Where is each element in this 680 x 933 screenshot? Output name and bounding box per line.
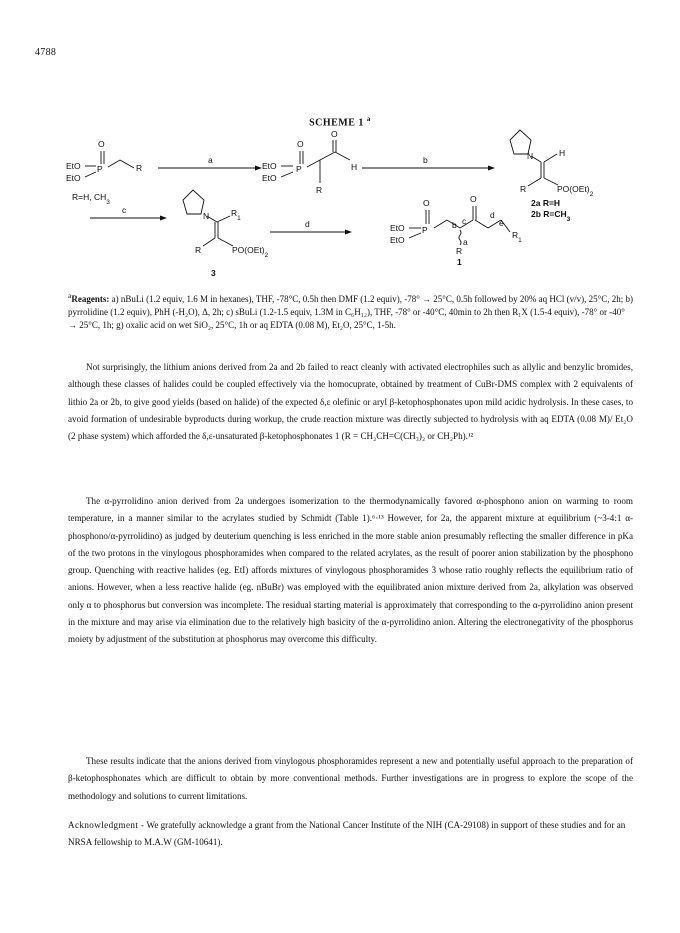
label-p: P (97, 164, 103, 174)
paragraph-1: Not surprisingly, the lithium anions derived from 2a and 2b failed to react cleanly with activated electrophiles such as allylic and benzylic bromides, although these classes of halides could be coupled effectively via the homocuprate, obtained by treatment of CuBr-DMS complex with 2 equivalents of lithio 2a or 2b, to give good yields (based on halide) of the expected δ,ε olefinic or aryl β-ketophosphonates upon mild acidic hydrolysis. In these cases, to avoid formation of undesirable byproducts during workup, the crude reaction mixture was directly subjected to hydrolysis with aq EDTA (0.08 M)/ Et₂O (2 phase system) which afforded the δ,ε-unsaturated β-ketophosphonates 1 (R = CH₂CH=C(CH₃)₂ or CH₂Ph).¹² (68, 362, 633, 442)
acknowledgment-text: We gratefully acknowledge a grant from the National Cancer Institute of the NIH (CA-29108) in support of these studies and for an NRSA fellowship to M.A.W (GM-10641). (68, 820, 626, 848)
compound-2a-label: 2a R=H (531, 198, 561, 208)
label-eto: EtO (390, 235, 405, 245)
paragraph-2: The α-pyrrolidino anion derived from 2a undergoes isomerization to the thermodynamically favored α-phosphono anion on warming to room temperature, in a manner similar to the acrylates studied by Schmidt (Table 1).⁶·¹³ However, for 2a, the apparent mixture at equilibrium (~3-4:1 α-phosphono/α-pyrrolidino) as judged by deuterium quenching is less enriched in the more stable anion presumably reflecting the smaller difference in pKa of the two protons in the vinylogous phosphoramides when compared to the related acrylates, as the result of poorer anion stabilization by the phosphono group. Quenching with reactive halides (eg. EtI) affords mixtures of vinylogous phosphoramides 3 whose ratio roughly reflects the equilibrium ratio of anions. However, when a less reactive halide (eg. nBuBr) was employed with the equilibrated anion mixture derived from 2a, alkylation was observed only α to phosphorus but conversion was incomplete. The residual starting material is approximately that corresponding to the α-pyrrolidino anion present in the mixture and may arise via elimination due to the relatively high basicity of the α-pyrrolidino anion. Altering the electronegativity of the phosphorus moiety by adjustment of the substitution at phosphorus may overcome this difficulty. (68, 496, 633, 645)
reaction-scheme (0, 120, 680, 290)
label-o: O (423, 198, 430, 208)
reagents-label: Reagents: (71, 294, 110, 304)
label-n: N (527, 151, 534, 161)
label-po-oet: $PO(OEt)_2$ (232, 245, 269, 259)
position-a-label: a (463, 237, 468, 247)
label-p: P (422, 225, 428, 235)
label-r: R (456, 246, 463, 256)
reagents-text: a) nBuLi (1.2 equiv, 1.6 M in hexanes), THF, -78°C, 0.5h then DMF (1.2 equiv), -78° → 25°C, 0.5h followed by 20% aq HCl (v/v), 25°C, 2h; b) pyrrolidine (1.2 equiv), PhH (-H₂O), Δ, 2h; c) sBuLi (1.2-1.5 equiv, 1.3M in C₆H₁₂), THF, -78° or -40°C, 40min to 2h then R₁X (1.5-4 equiv), -78° or -40° → 25°C, 1h; g) oxalic acid on wet SiO₂, 25°C, 1h or aq EDTA (0.08 M), Et₂O, 25°C, 1-5h. (68, 294, 633, 330)
step-b-label: b (423, 155, 428, 165)
label-r: R (520, 184, 527, 194)
label-eto: EtO (390, 223, 405, 233)
reagents-footnote: $^a$Reagents: a) nBuLi (1.2 equiv, 1.6 M in hexanes), THF, -78°C, 0.5h then DMF (1.2 equiv), -78° → 25°C, 0.5h followed by 20% aq HCl (v/v), 25°C, 2h; b) pyrrolidine (1.2 equiv), PhH (-H₂O), Δ, 2h; c) sBuLi (1.2-1.5 equiv, 1.3M in C₆H₁₂), THF, -78° or -40°C, 40min to 2h then R₁X (1.5-4 equiv), -78° or -40° → 25°C, 1h; g) oxalic acid on wet SiO₂, 25°C, 1h or aq EDTA (0.08 M), Et₂O, 25°C, 1-5h. (68, 291, 633, 330)
paragraph-3: These results indicate that the anions derived from vinylogous phosphoramides represent a new and potentially useful approach to the preparation of β-ketophosphonates which are difficult to obtain by more conventional methods. Further investigations are in progress to explore the scope of the methodology and solutions to current limitations. (68, 756, 633, 801)
label-r: R (316, 185, 323, 195)
position-e-label: e (499, 218, 504, 228)
compound-1-label: 1 (457, 257, 462, 267)
label-r: R (195, 245, 202, 255)
scheme-title: SCHEME 1 $^a$ (309, 115, 371, 129)
label-eto: EtO (66, 173, 81, 183)
position-d-label: d (490, 210, 495, 220)
label-eto: EtO (262, 161, 277, 171)
label-o: O (98, 139, 105, 149)
label-o: O (331, 129, 338, 139)
label-r1: $R_1$ (231, 208, 241, 222)
label-p: P (296, 164, 302, 174)
compound-2b-label: 2b $R=CH_3$ (531, 209, 571, 223)
label-h: H (351, 162, 358, 172)
position-b-label: b (452, 220, 457, 230)
label-eto: EtO (262, 173, 277, 183)
label-n: N (203, 211, 210, 221)
step-c-label: c (122, 205, 127, 215)
acknowledgment (68, 817, 633, 852)
step-a-label: a (208, 155, 213, 165)
label-r1: $R_1$ (512, 230, 522, 244)
compound-3-label: 3 (211, 268, 216, 278)
label-o: O (297, 139, 304, 149)
label-o: O (470, 194, 477, 204)
position-c-label: c (462, 216, 467, 226)
label-h: H (559, 148, 566, 158)
acknowledgment-label: Acknowledgment - (68, 820, 145, 830)
label-eto: EtO (66, 161, 81, 171)
page-number: 4788 (35, 47, 57, 58)
label-r-h-ch3: R=H, $CH_3$ (72, 192, 110, 206)
label-po-oet: $PO(OEt)_2$ (557, 184, 594, 198)
label-r: R (136, 163, 143, 173)
step-d-label: d (305, 219, 310, 229)
